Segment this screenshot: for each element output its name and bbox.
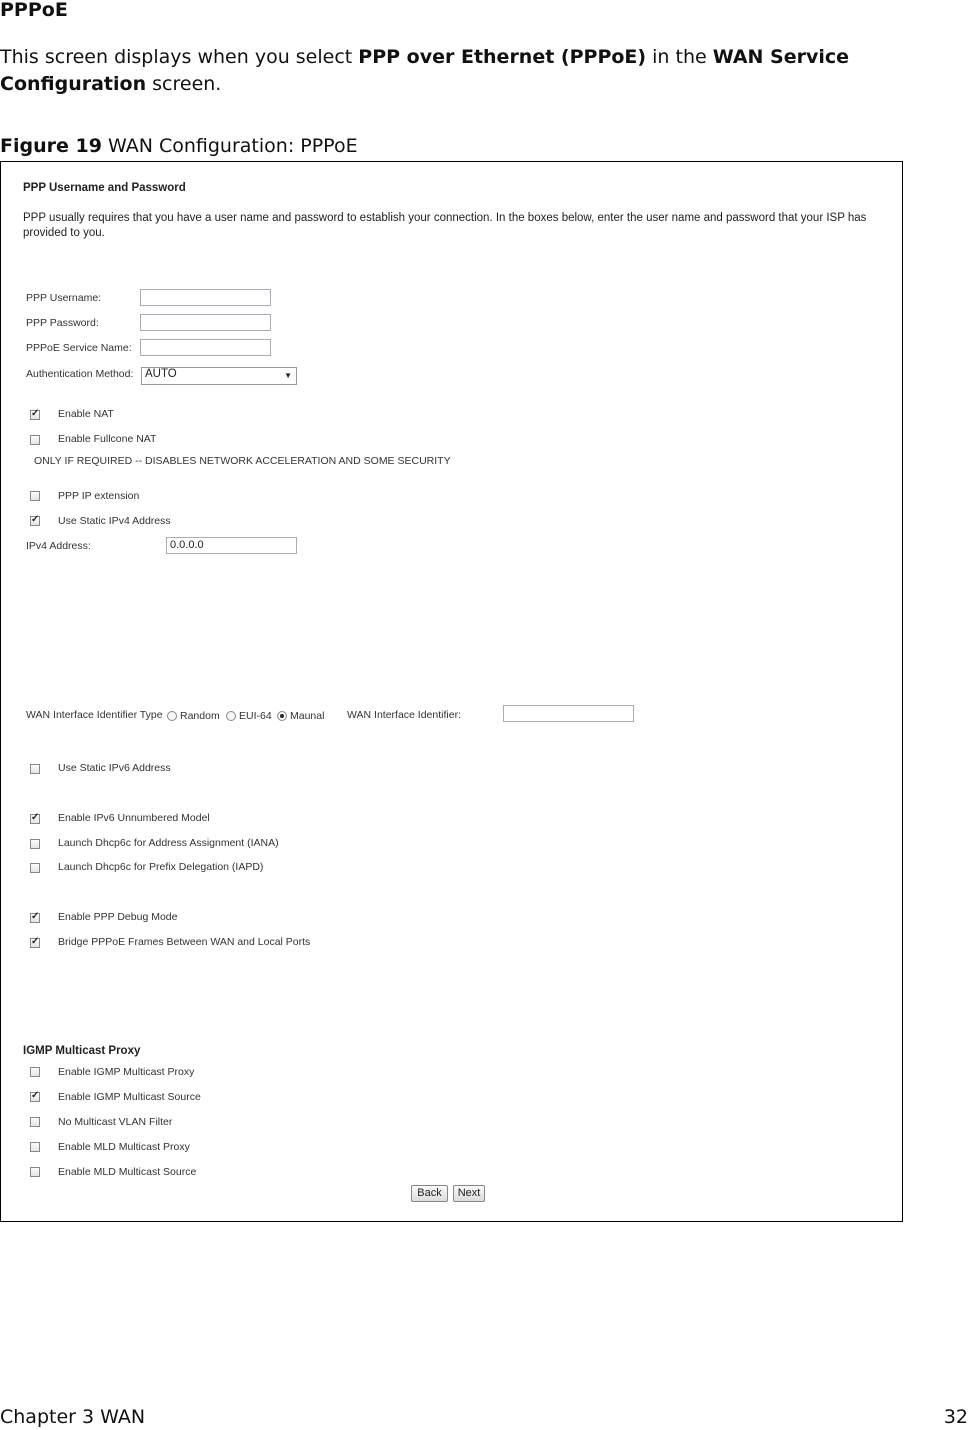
- radio-manual[interactable]: [277, 711, 287, 721]
- dhcp6c-iana-checkbox[interactable]: [30, 839, 40, 849]
- intro-text-1: This screen displays when you select: [0, 46, 359, 68]
- use-static-ipv4-label: Use Static IPv4 Address: [58, 515, 171, 527]
- use-static-ipv6-checkbox[interactable]: [30, 764, 40, 774]
- enable-nat-checkbox[interactable]: [30, 410, 40, 420]
- dhcp6c-iapd-label: Launch Dhcp6c for Prefix Delegation (IAPD): [58, 861, 264, 873]
- enable-nat-label: Enable NAT: [58, 408, 114, 420]
- section-title: PPPoE: [0, 0, 68, 21]
- ppp-ip-extension-checkbox[interactable]: [30, 491, 40, 501]
- password-input[interactable]: [140, 314, 271, 331]
- ipv6-unnumbered-label: Enable IPv6 Unnumbered Model: [58, 812, 210, 824]
- wan-if-id-input[interactable]: [503, 705, 634, 722]
- figure-label: Figure 19: [0, 135, 102, 157]
- back-button[interactable]: Back: [411, 1185, 448, 1202]
- ppp-description: PPP usually requires that you have a user name and password to establish your connection. In the boxes below, enter the user name and password that your ISP has provided to you.: [23, 212, 867, 239]
- use-static-ipv6-label: Use Static IPv6 Address: [58, 762, 171, 774]
- wan-if-id-label: WAN Interface Identifier:: [347, 709, 461, 721]
- igmp-source-label: Enable IGMP Multicast Source: [58, 1091, 201, 1103]
- next-button[interactable]: Next: [453, 1185, 485, 1202]
- radio-eui64-label: EUI-64: [239, 710, 272, 722]
- figure-title: WAN Configuration: PPPoE: [101, 135, 358, 157]
- footer-page-number: 32: [943, 1406, 968, 1428]
- wan-config-screenshot: [0, 161, 903, 1222]
- radio-eui64[interactable]: [226, 711, 236, 721]
- bridge-pppoe-checkbox[interactable]: [30, 938, 40, 948]
- service-name-input[interactable]: [140, 339, 271, 356]
- radio-random-label: Random: [180, 710, 220, 722]
- intro-paragraph: [0, 44, 900, 98]
- auth-method-value: AUTO: [145, 368, 177, 380]
- password-label: PPP Password:: [26, 317, 99, 329]
- use-static-ipv4-checkbox[interactable]: [30, 516, 40, 526]
- ppp-heading: PPP Username and Password: [23, 182, 186, 194]
- auth-method-label: Authentication Method:: [26, 368, 134, 380]
- ipv4-address-label: IPv4 Address:: [26, 540, 91, 552]
- igmp-source-checkbox[interactable]: [30, 1092, 40, 1102]
- igmp-heading: IGMP Multicast Proxy: [23, 1045, 141, 1057]
- enable-fullcone-nat-label: Enable Fullcone NAT: [58, 433, 157, 445]
- ppp-ip-extension-label: PPP IP extension: [58, 490, 140, 502]
- enable-fullcone-nat-checkbox[interactable]: [30, 435, 40, 445]
- dropdown-arrow-icon: ▼: [284, 371, 292, 380]
- footer-chapter: Chapter 3 WAN: [0, 1406, 146, 1428]
- ppp-debug-label: Enable PPP Debug Mode: [58, 911, 178, 923]
- auth-method-select[interactable]: [141, 367, 297, 385]
- ppp-debug-checkbox[interactable]: [30, 913, 40, 923]
- username-input[interactable]: [140, 289, 271, 306]
- wan-if-id-type-label: WAN Interface Identifier Type: [26, 709, 163, 721]
- username-label: PPP Username:: [26, 292, 102, 304]
- mld-proxy-label: Enable MLD Multicast Proxy: [58, 1141, 190, 1153]
- no-mcast-vlan-label: No Multicast VLAN Filter: [58, 1116, 173, 1128]
- no-mcast-vlan-checkbox[interactable]: [30, 1117, 40, 1127]
- intro-bold-2: WAN Service Configuration: [0, 46, 850, 95]
- radio-random[interactable]: [167, 711, 177, 721]
- igmp-proxy-label: Enable IGMP Multicast Proxy: [58, 1066, 195, 1078]
- intro-text-3: screen.: [146, 73, 222, 95]
- service-name-label: PPPoE Service Name:: [26, 342, 132, 354]
- igmp-proxy-checkbox[interactable]: [30, 1067, 40, 1077]
- ipv4-address-input[interactable]: 0.0.0.0: [166, 537, 297, 554]
- dhcp6c-iana-label: Launch Dhcp6c for Address Assignment (IANA): [58, 837, 279, 849]
- figure-caption: [0, 133, 358, 159]
- mld-proxy-checkbox[interactable]: [30, 1142, 40, 1152]
- ipv6-unnumbered-checkbox[interactable]: [30, 814, 40, 824]
- radio-manual-label: Maunal: [290, 710, 325, 722]
- dhcp6c-iapd-checkbox[interactable]: [30, 863, 40, 873]
- mld-source-label: Enable MLD Multicast Source: [58, 1166, 197, 1178]
- bridge-pppoe-label: Bridge PPPoE Frames Between WAN and Local Ports: [58, 936, 311, 948]
- intro-bold-1: PPP over Ethernet (PPPoE): [358, 46, 647, 68]
- fullcone-note: ONLY IF REQUIRED -- DISABLES NETWORK ACCELERATION AND SOME SECURITY: [34, 455, 451, 467]
- mld-source-checkbox[interactable]: [30, 1167, 40, 1177]
- intro-text-2: in the: [646, 46, 713, 68]
